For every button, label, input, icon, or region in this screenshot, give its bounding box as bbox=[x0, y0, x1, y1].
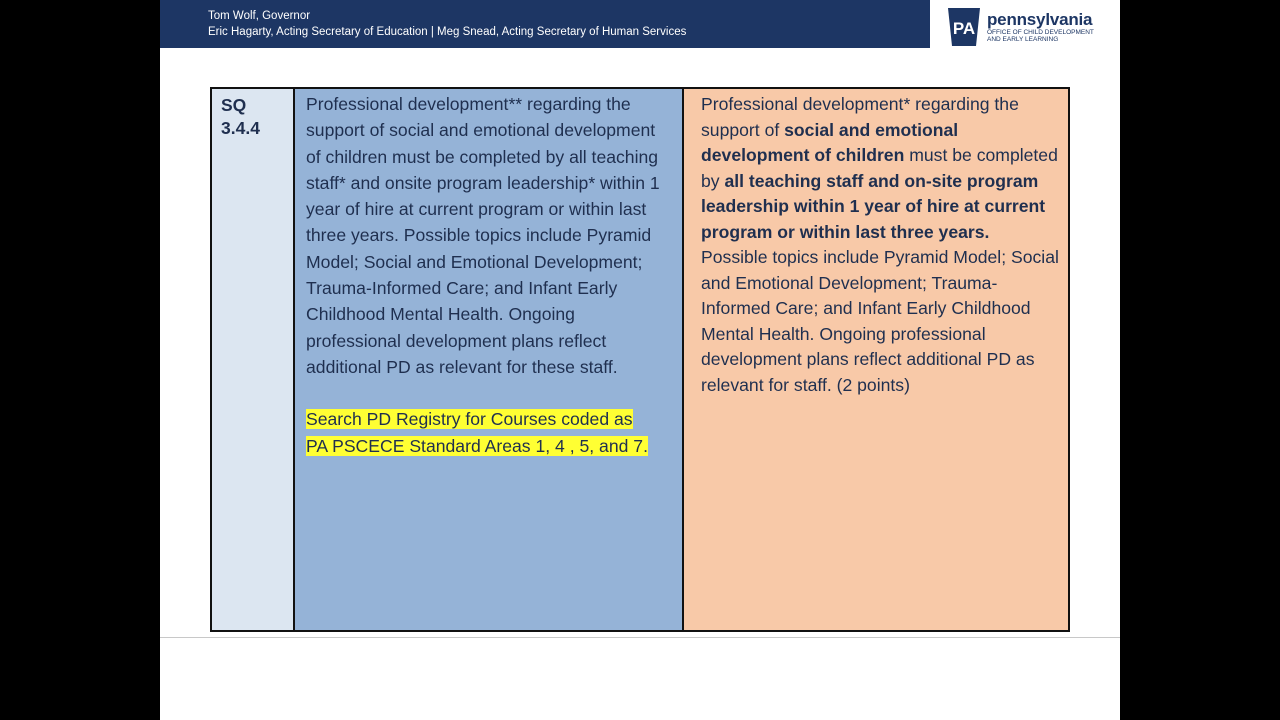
keystone-icon bbox=[946, 8, 982, 46]
governor-line: Tom Wolf, Governor bbox=[208, 10, 311, 22]
header-banner bbox=[160, 0, 930, 48]
pd-registry-note bbox=[306, 406, 672, 459]
pd-registry-note-line2: PA PSCECE Standard Areas 1, 4 , 5, and 7. bbox=[306, 435, 648, 456]
standards-table bbox=[210, 87, 1070, 632]
logo-name: pennsylvania bbox=[987, 10, 1093, 29]
current-standard-cell bbox=[295, 89, 684, 630]
revised-standard-cell bbox=[684, 89, 1068, 630]
pennsylvania-logo bbox=[946, 8, 1116, 48]
standard-id-number: 3.4.4 bbox=[221, 118, 260, 138]
logo-badge: PA bbox=[952, 19, 976, 38]
standard-id-cell bbox=[212, 89, 295, 630]
pd-registry-note-line1: Search PD Registry for Courses coded as bbox=[306, 409, 633, 430]
slide bbox=[160, 0, 1120, 720]
revised-text-part3: Possible topics include Pyramid Model; Social and Emotional Development; Trauma-Informed Care; and Infant Early Childhood Mental Health. Ongoing professional development plans reflect additional PD as relevant for staff. (2 points) bbox=[701, 247, 1059, 395]
logo-office-line1: OFFICE OF CHILD DEVELOPMENT bbox=[987, 29, 1094, 36]
logo-office-line2: AND EARLY LEARNING bbox=[987, 36, 1059, 43]
revised-text-part1: Professional development* regarding the support of bbox=[701, 94, 1019, 140]
standard-id-prefix: SQ bbox=[221, 95, 247, 115]
revised-text-emphasis2: all teaching staff and on-site program leadership within 1 year of hire at current program or within last three years. bbox=[701, 170, 1046, 242]
secretaries-line: Eric Hagarty, Acting Secretary of Education | Meg Snead, Acting Secretary of Human Services bbox=[208, 26, 687, 38]
footer-divider bbox=[160, 637, 1120, 638]
revised-text-emphasis1: social and emotional development of children bbox=[701, 119, 959, 165]
logo-office bbox=[987, 29, 1117, 43]
revised-text-part2: must be completed by bbox=[701, 145, 1058, 191]
current-standard-text: Professional development** regarding the support of social and emotional development of children must be completed by all teaching staff* and onsite program leadership* within 1 year of hire at current program or within last three years. Possible topics include Pyramid Model; Social and Emotional Development; Trauma-Informed Care; and Infant Early Childhood Mental Health. Ongoing professional development plans reflect additional PD as relevant for these staff. bbox=[306, 94, 660, 377]
